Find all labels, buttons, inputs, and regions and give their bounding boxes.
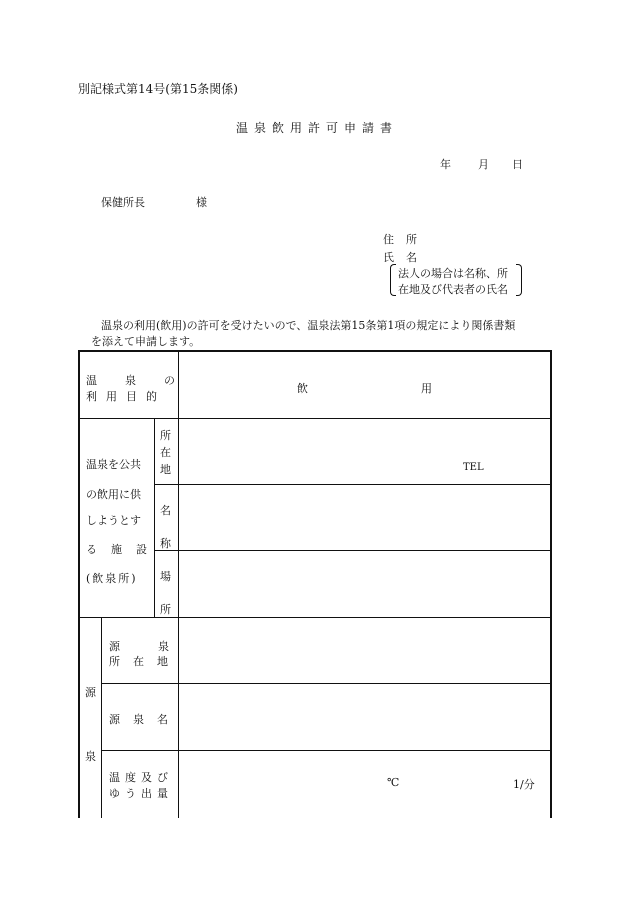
body-text-line2: を添えて申請します。 [91, 335, 201, 348]
facility-label-line1: 温泉を公共 [86, 458, 141, 471]
purpose-value-2: 用 [421, 382, 432, 395]
source-location-label-line2: 所在地 [109, 655, 181, 668]
name-label: 氏名 [383, 251, 429, 264]
body-text-line1: 温泉の利用(飲用)の許可を受けたいので、温泉法第15条第1項の規定により関係書類 [101, 319, 516, 332]
facility-location-label: 所在地 [160, 429, 171, 476]
address-label: 住所 [383, 233, 429, 246]
temperature-unit: ℃ [387, 776, 400, 789]
facility-name-label: 名称 [160, 504, 171, 550]
date-year: 年 [440, 158, 451, 171]
facility-label-line2: の飲用に供 [86, 488, 141, 501]
form-number: 別記様式第14号(第15条関係) [78, 82, 238, 96]
note-bracket-right [516, 264, 522, 296]
source-location-label-line1: 源泉 [109, 640, 207, 653]
facility-label-line4: る施設 [86, 543, 161, 556]
form-title: 温泉飲用許可申請書 [236, 121, 399, 135]
facility-label-line3: しようとす [86, 514, 141, 527]
purpose-value-1: 飲 [297, 382, 308, 395]
addressee-honorific: 様 [196, 196, 207, 209]
temp-flow-label-line2: ゆう出量 [109, 787, 173, 800]
source-name-label: 源泉名 [109, 713, 181, 726]
applicant-note-line1: 法人の場合は名称、所 [398, 267, 508, 280]
facility-tel-label: TEL [463, 462, 484, 473]
facility-label-line5: (飲泉所) [86, 572, 138, 585]
purpose-label-line2: 利用目的 [86, 390, 166, 403]
applicant-note-line2: 在地及び代表者の氏名 [398, 283, 508, 296]
note-bracket-left [390, 264, 396, 296]
source-label: 源泉 [85, 686, 96, 763]
facility-place-label: 場所 [160, 570, 171, 616]
addressee-office: 保健所長 [101, 196, 145, 209]
date-month: 月 [478, 158, 489, 171]
date-day: 日 [512, 158, 523, 171]
purpose-label-line1: 温泉の [86, 374, 203, 387]
temp-flow-label-line1: 温度及び [109, 771, 173, 784]
flow-unit: 1/分 [513, 778, 535, 791]
